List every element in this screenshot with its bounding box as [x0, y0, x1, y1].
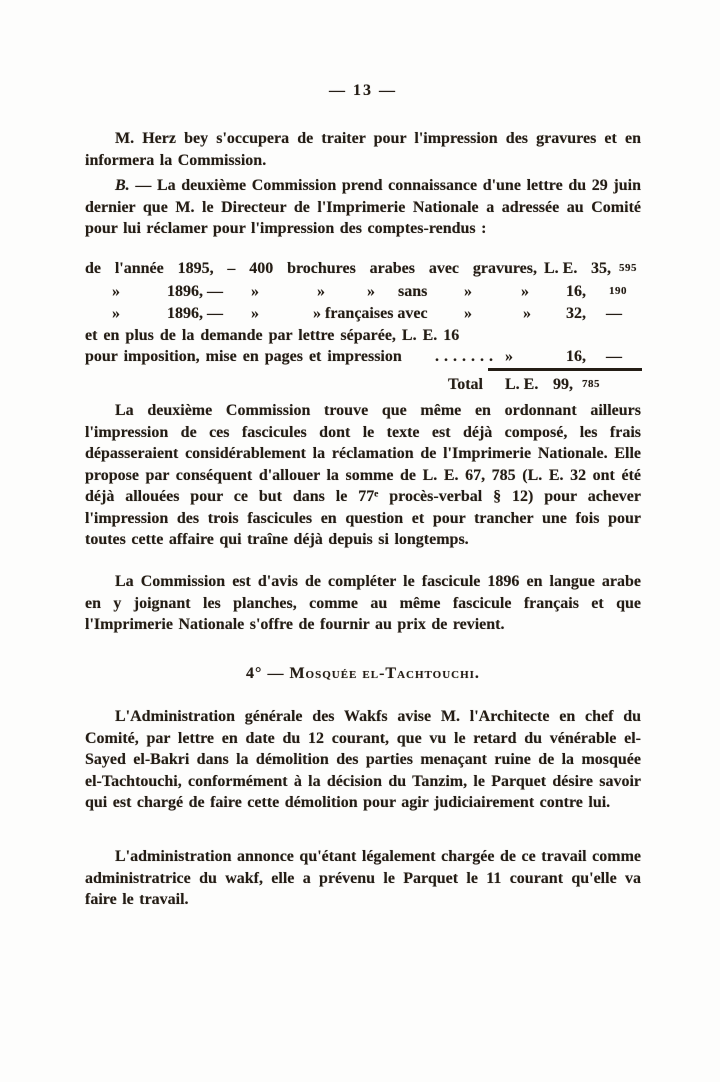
paragraph-b-body: — La deuxième Commission prend connaissance d'une lettre du 29 juin dernier que M. le Directeur de l'Imprimerie Nationale a adressée au Comité pour lui réclamer pour l'impression des comptes-rendus : — [85, 177, 641, 237]
ledger-row3-ditto2: » — [251, 305, 259, 322]
ledger-row2-ditto5: » — [464, 283, 472, 300]
ledger-row2-ditto3: » — [317, 283, 325, 300]
ledger-row3-ditto1: » — [112, 305, 120, 322]
ledger-row-1896-arabe — [85, 281, 641, 303]
ledger-row-imposition — [85, 346, 641, 368]
ledger-row3-dash: — — [606, 305, 622, 322]
ledger-row2-year: 1896, — — [167, 283, 223, 300]
ledger-row5-amount: 16, — [566, 348, 586, 365]
paragraph-commission-avis: La Commission est d'avis de compléter le fascicule 1896 en langue arabe en y joignant les planches, comme au même fascicule français et que l'Imprimerie Nationale s'offre de fournir au prix de revient. — [85, 573, 641, 633]
ledger-row2-ditto2: » — [251, 283, 259, 300]
ledger-row3-phrase: » françaises avec — [313, 305, 428, 322]
ledger-row2-word-sans: sans — [398, 283, 428, 300]
ledger-row-1895 — [85, 258, 641, 280]
ledger-row1-milliemes: 595 — [619, 262, 637, 274]
ledger-row3-amount: 32, — [566, 305, 586, 322]
ledger-row2-ditto6: » — [521, 283, 529, 300]
paragraph-administration-wakfs: L'Administration générale des Wakfs avise M. l'Architecte en chef du Comité, par lettre en date du 12 courant, que vu le retard du vénérable el-Sayed el-Bakri dans la démolition des parties menaçant ruine de la mosquée el-Tachtouchi, conformément à la décision du Tanzim, le Parquet désire savoir qui est chargé de faire cette démolition pour agir judiciairement contre lui. — [85, 708, 641, 811]
ledger-total-label: Total — [448, 376, 483, 393]
ledger-row1-currency: L. E. — [544, 260, 578, 277]
ledger-row-demande-separee — [85, 325, 641, 347]
ledger-row2-ditto1: » — [112, 283, 120, 300]
paragraph-b-lettre — [85, 175, 641, 240]
ledger-row2-ditto4: » — [367, 283, 375, 300]
paragraph-herz-bey: M. Herz bey s'occupera de traiter pour l'impression des gravures et en informera la Commission. — [85, 130, 641, 169]
paragraph-b-lead: B. — [115, 177, 130, 194]
text-block — [85, 0, 641, 1082]
paragraph-administration-annonce: L'administration annonce qu'étant légalement chargée de ce travail comme administratrice du wakf, elle a prévenu le Parquet le 11 courant qu'elle va faire le travail. — [85, 848, 641, 908]
paragraph-commission-trouve: La deuxième Commission trouve que même en ordonnant ailleurs l'impression de ces fascicules dont le texte est déjà composé, les frais dépasseraient considérablement la réclamation de l'Imprimerie Nationale. Elle propose par conséquent d'allouer la somme de L. E. 67, 785 (L. E. 32 ont été déjà allouées pour ce but dans le 77ᵉ procès-verbal § 12) pour achever l'impression des trois fascicules en question et pour trancher une fois pour toutes cette affaire qui traîne déjà depuis si longtemps. — [85, 402, 641, 548]
ledger-total-currency: L. E. — [505, 376, 539, 393]
section-heading-mosquee-el-tachtouchi: 4° — Mosquée el-Tachtouchi. — [246, 665, 480, 682]
total-rule — [488, 368, 642, 371]
ledger-row3-ditto3: » — [464, 305, 472, 322]
ledger-row2-amount: 16, — [566, 283, 586, 300]
ledger-row-1896-francaise — [85, 303, 641, 325]
ledger-total-row — [85, 374, 641, 396]
ledger-row5-dash: — — [606, 348, 622, 365]
ledger-row3-year: 1896, — — [167, 305, 223, 322]
ledger-row4-text: et en plus de la demande par lettre séparée, L. E. 16 — [85, 327, 460, 344]
ledger-row5-dots: ....... — [435, 348, 498, 365]
ledger-row2-milliemes: 190 — [609, 285, 627, 297]
ledger-row5-label: pour imposition, mise en pages et impression — [85, 348, 402, 365]
ledger-row1-label: de l'année 1895, – 400 brochures arabes avec gravures, — [85, 260, 537, 277]
ledger-row3-ditto4: » — [523, 305, 531, 322]
ledger-total-milliemes: 785 — [582, 378, 600, 390]
ledger-total-amount: 99, — [553, 376, 573, 393]
page-number: — 13 — — [329, 82, 397, 99]
ledger-row5-ditto: » — [505, 348, 513, 365]
ledger-row1-amount: 35, — [591, 260, 611, 277]
